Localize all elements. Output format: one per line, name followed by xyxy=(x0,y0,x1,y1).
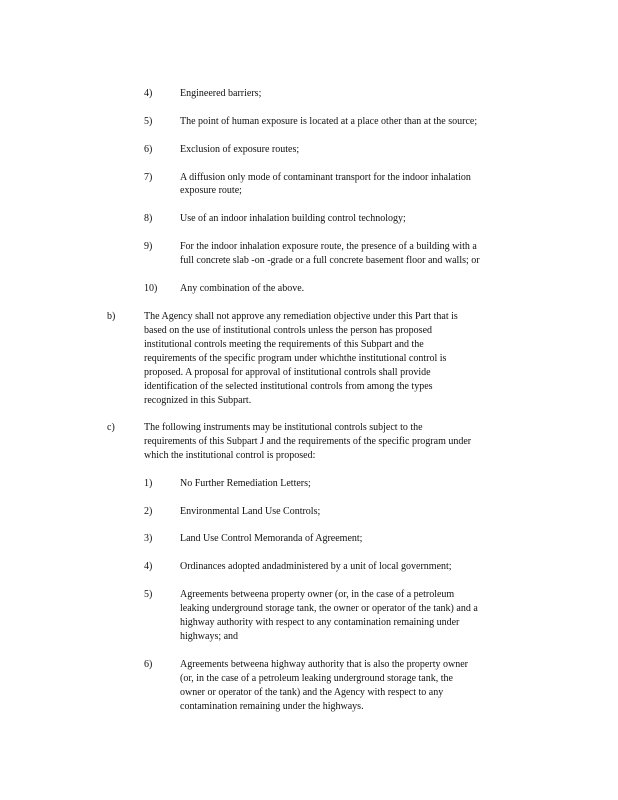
item-number: 8) xyxy=(144,213,153,224)
item-number: 3) xyxy=(144,533,153,544)
item-text-line: Environmental Land Use Controls; xyxy=(180,506,321,517)
item-text-line: Agreements betweena property owner (or, in the case of a petroleum xyxy=(180,589,455,600)
item-text-line: Agreements betweena highway authority that is also the property owner xyxy=(180,659,468,670)
item-text-line: (or, in the case of a petroleum leaking underground storage tank, the xyxy=(180,673,453,684)
section-text-line: requirements of the specific program under whichthe institutional control is xyxy=(144,353,447,364)
item-number: 7) xyxy=(144,172,153,183)
section-label: c) xyxy=(107,422,115,433)
item-text-line: Any combination of the above. xyxy=(180,283,305,294)
item-text-line: Ordinances adopted andadministered by a unit of local government; xyxy=(180,561,452,572)
item-text-line: A diffusion only mode of contaminant transport for the indoor inhalation xyxy=(180,172,471,183)
section-text-line: institutional controls meeting the requirements of this Subpart and the xyxy=(144,339,424,350)
item-number: 9) xyxy=(144,241,153,252)
item-number: 5) xyxy=(144,589,153,600)
item-number: 5) xyxy=(144,116,153,127)
section-text-line: proposed. A proposal for approval of institutional controls shall provide xyxy=(144,367,431,378)
section-text-line: recognized in this Subpart. xyxy=(144,395,252,406)
section-text-line: requirements of this Subpart J and the requirements of the specific program under xyxy=(144,436,472,447)
item-text-line: highways; and xyxy=(180,631,239,642)
item-text-line: contamination remaining under the highways. xyxy=(180,701,364,712)
item-number: 10) xyxy=(144,283,158,294)
section-text-line: identification of the selected institutional controls from among the types xyxy=(144,381,433,392)
item-text-line: Land Use Control Memoranda of Agreement; xyxy=(180,533,363,544)
item-number: 2) xyxy=(144,506,153,517)
item-text-line: Exclusion of exposure routes; xyxy=(180,144,300,155)
item-text-line: Engineered barriers; xyxy=(180,88,262,99)
item-text-line: For the indoor inhalation exposure route, the presence of a building with a xyxy=(180,241,477,252)
item-text-line: exposure route; xyxy=(180,185,242,196)
item-text-line: leaking underground storage tank, the owner or operator of the tank) and a xyxy=(180,603,478,614)
section-label: b) xyxy=(107,311,116,322)
item-number: 6) xyxy=(144,659,153,670)
item-number: 6) xyxy=(144,144,153,155)
section-text-line: based on the use of institutional controls unless the person has proposed xyxy=(144,325,433,336)
item-number: 1) xyxy=(144,478,153,489)
item-text-line: owner or operator of the tank) and the Agency with respect to any xyxy=(180,687,444,698)
item-text-line: full concrete slab -on -grade or a full concrete basement floor and walls; or xyxy=(180,255,480,266)
item-number: 4) xyxy=(144,561,153,572)
section-text-line: The following instruments may be institutional controls subject to the xyxy=(144,422,423,433)
item-text-line: No Further Remediation Letters; xyxy=(180,478,311,489)
section-text-line: The Agency shall not approve any remediation objective under this Part that is xyxy=(144,311,458,322)
item-text-line: highway authority with respect to any contamination remaining under xyxy=(180,617,460,628)
item-number: 4) xyxy=(144,88,153,99)
item-text-line: Use of an indoor inhalation building control technology; xyxy=(180,213,406,224)
item-text-line: The point of human exposure is located at a place other than at the source; xyxy=(180,116,478,127)
section-text-line: which the institutional control is proposed: xyxy=(144,450,316,461)
